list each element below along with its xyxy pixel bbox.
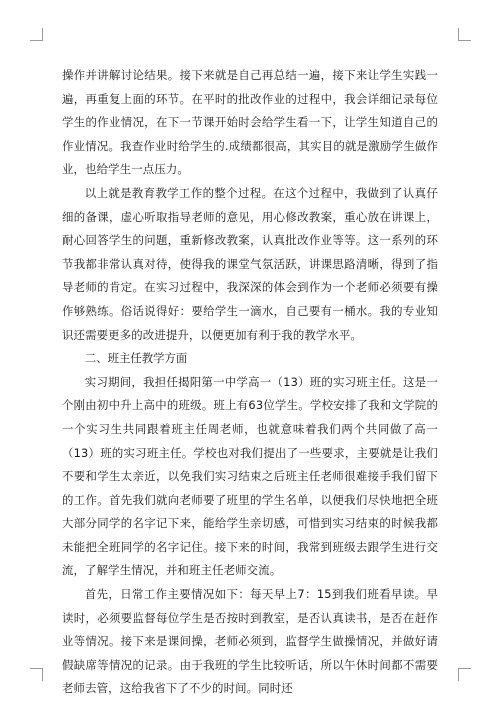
- paragraph-homework-review: 操作并讲解讨论结果。接下来就是自己再总结一遍，接下来让学生实践一遍，再重复上面的环节。在平时的批改作业的过程中，我会详细记录每位学生的作业情况，在下一节课开始时会给学生看一下，让学生知道自己的作业情况。我查作业时给学生的.成绩都很高，其实目的就是激励学生做作业，也给学生一点压力。: [62, 68, 438, 177]
- crop-mark-top-right: [458, 28, 471, 41]
- section-heading-class-teacher: 二、班主任教学方面: [84, 351, 188, 366]
- document-body: [62, 64, 438, 701]
- crop-mark-bottom-right: [458, 668, 471, 681]
- crop-mark-bottom-left: [30, 668, 43, 681]
- crop-mark-top-left: [30, 28, 43, 41]
- paragraph-internship-class: 实习期间，我担任揭阳第一中学高一（13）班的实习班主任。这是一个刚由初中升上高中的班级。班上有63位学生。学校安排了我和文学院的一个实习生共同跟着班主任周老师，也就意味着我们两个共同做了高一（13）班的实习班主任。学校也对我们提出了一些要求，主要就是让我们不要和学生太亲近，以免我们实习结束之后班主任老师很难接手我们留下的工作。首先我们就向老师要了班里的学生名单，以便我们尽快地把全班大部分同学的名字记下来，能给学生亲切感，可惜到实习结束的时候我都未能把全班同学的名字记住。接下来的时间，我常到班级去跟学生进行交流，了解学生情况，并和班主任老师交流。: [62, 374, 438, 578]
- paragraph-teaching-summary: 以上就是教育教学工作的整个过程。在这个过程中，我做到了认真仔细的备课，虚心听取指导老师的意见，用心修改教案，重心放在讲课上，耐心回答学生的问题，重新修改教案，认真批改作业等等。这一系列的环节我都非常认真对待，使得我的课堂气氛活跃，讲课思路清晰，得到了指导老师的肯定。在实习过程中，我深深的体会到作为一个老师必须要有操作够熟练。俗话说得好：要给学生一滴水，自己要有一桶水。我的专业知识还需要更多的改进提升，以便更加有利于我的教学水平。: [62, 185, 438, 342]
- paragraph-daily-work: 首先，日常工作主要情况如下：每天早上7：15到我们班看早读。早读时，必须要监督每位学生是否按时到教室，是否认真读书，是否在赶作业等情况。接下来是课间操，老师必须到，监督学生做操情况，并做好请假缺席等情况的记录。由于我班的学生比较听话，所以午休时间都不需要老师去管，这给我省下了不少的时间。同时还: [62, 587, 438, 696]
